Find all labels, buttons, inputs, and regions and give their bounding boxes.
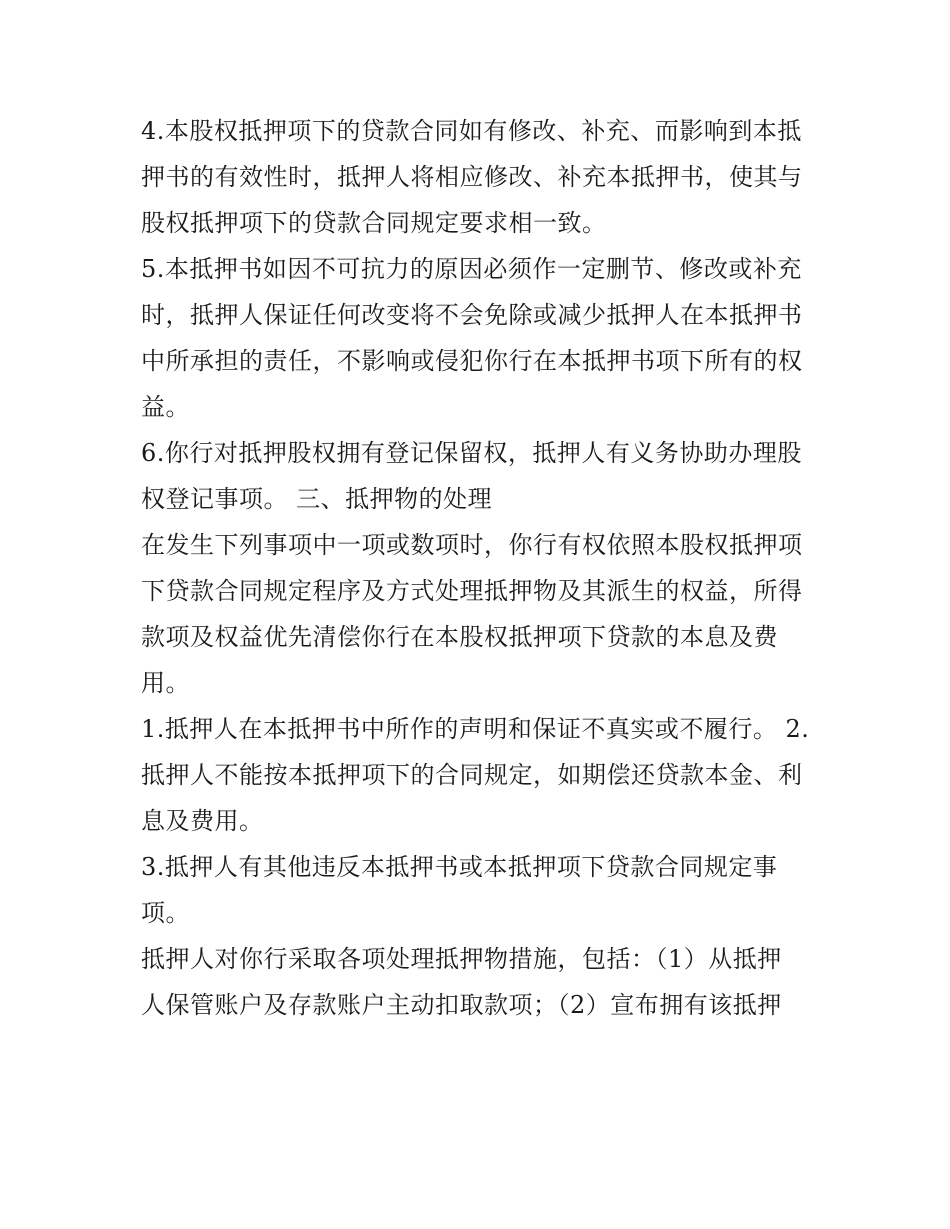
text-line: 3.抵押人有其他违反本抵押书或本抵押项下贷款合同规定事 xyxy=(141,853,778,881)
text-line: 下贷款合同规定程序及方式处理抵押物及其派生的权益，所得 xyxy=(141,577,803,605)
text-line: 息及费用。 xyxy=(141,807,264,835)
text-line: 5.本抵押书如因不可抗力的原因必须作一定删节、修改或补充 xyxy=(141,255,802,283)
text-line: 抵押人对你行采取各项处理抵押物措施，包括：（1）从抵押 xyxy=(141,945,782,973)
text-line: 4.本股权抵押项下的贷款合同如有修改、补充、而影响到本抵 xyxy=(141,117,802,145)
text-line: 中所承担的责任，不影响或侵犯你行在本抵押书项下所有的权 xyxy=(141,347,803,375)
text-line: 时，抵押人保证任何改变将不会免除或减少抵押人在本抵押书 xyxy=(141,301,803,329)
text-line: 用。 xyxy=(141,669,190,697)
document-body xyxy=(141,108,813,1028)
text-line: 权登记事项。 三、抵押物的处理 xyxy=(141,485,493,513)
text-line: 项。 xyxy=(141,899,190,927)
text-line: 押书的有效性时，抵押人将相应修改、补充本抵押书，使其与 xyxy=(141,163,803,191)
text-line: 益。 xyxy=(141,393,190,421)
text-line: 款项及权益优先清偿你行在本股权抵押项下贷款的本息及费 xyxy=(141,623,778,651)
text-line: 抵押人不能按本抵押项下的合同规定，如期偿还贷款本金、利 xyxy=(141,761,803,789)
text-line: 6.你行对抵押股权拥有登记保留权，抵押人有义务协助办理股 xyxy=(141,439,802,467)
text-line: 在发生下列事项中一项或数项时，你行有权依照本股权抵押项 xyxy=(141,531,803,559)
text-line: 人保管账户及存款账户主动扣取款项；（2）宣布拥有该抵押 xyxy=(141,991,782,1019)
text-line: 1.抵押人在本抵押书中所作的声明和保证不真实或不履行。 2. xyxy=(141,715,810,743)
text-line: 股权抵押项下的贷款合同规定要求相一致。 xyxy=(141,209,607,237)
